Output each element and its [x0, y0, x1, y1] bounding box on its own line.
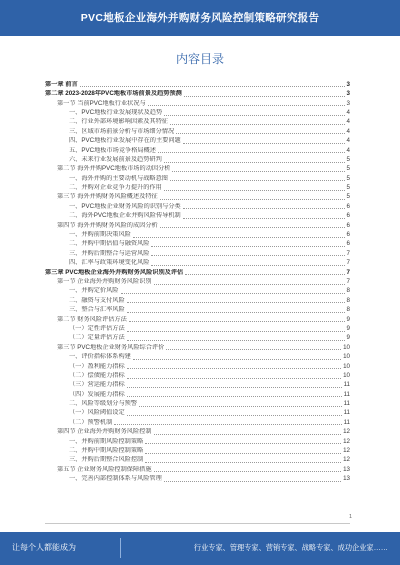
toc-entry-label: 第五节 企业财务风险控制保障措施 — [57, 465, 152, 473]
toc-leader-dots — [139, 405, 342, 407]
toc-leader-dots — [166, 348, 341, 350]
toc-entry[interactable] — [45, 240, 350, 249]
toc-leader-dots — [172, 170, 344, 172]
toc-entry-page: 10 — [343, 362, 350, 370]
toc-entry[interactable] — [45, 221, 350, 230]
toc-entry-page: 8 — [346, 306, 350, 314]
toc-entry-page: 10 — [343, 353, 350, 361]
toc-entry-page: 5 — [346, 165, 350, 173]
toc-entry-page: 7 — [346, 278, 350, 285]
toc-entry[interactable] — [45, 446, 350, 455]
toc-entry-page: 9 — [346, 315, 350, 323]
toc-entry[interactable] — [45, 127, 350, 136]
footer-divider — [45, 523, 350, 524]
toc-entry[interactable] — [45, 334, 350, 343]
toc-entry[interactable] — [45, 268, 350, 277]
toc-entry-label: （一）定性评估方法 — [69, 324, 125, 332]
toc-entry-label: 第三节 PVC地板企业财务风险综合评价 — [57, 343, 165, 351]
toc-entry-label: （二）预警机制 — [69, 418, 113, 426]
toc-leader-dots — [129, 320, 345, 322]
toc-entry-label: 三、并购后期整合风险控制 — [69, 456, 144, 464]
toc-entry-label: 一、并购前期风险控制策略 — [69, 437, 144, 445]
toc-entry[interactable] — [45, 99, 350, 108]
toc-entry-page: 6 — [346, 212, 350, 220]
toc-entry-page: 10 — [343, 371, 350, 379]
toc-entry-page: 12 — [343, 428, 350, 436]
toc-entry-page: 4 — [346, 108, 350, 116]
toc-entry-page: 3 — [346, 80, 350, 88]
toc-leader-dots — [164, 114, 344, 116]
toc-leader-dots — [151, 264, 344, 266]
toc-entry-label: 三、区域市场前景分析与市场细分情况 — [69, 127, 175, 135]
toc-entry[interactable] — [45, 296, 350, 305]
toc-leader-dots — [127, 301, 345, 303]
toc-entry-page: 11 — [343, 418, 350, 426]
toc-leader-dots — [185, 273, 344, 275]
toc-entry[interactable] — [45, 343, 350, 352]
toc-entry-label: 一、完善内部控制体系与风险管理 — [69, 475, 162, 483]
toc-entry-label: （四）发展能力指标 — [69, 390, 125, 398]
toc-entry[interactable] — [45, 465, 350, 474]
toc-entry-page: 4 — [346, 127, 350, 135]
toc-entry-label: 一、并购前期决策风险 — [69, 231, 131, 239]
toc-entry-page: 4 — [346, 137, 350, 145]
toc-leader-dots — [151, 245, 344, 247]
toc-entry-label: 第一节 企业海外并购财务风险识别 — [57, 278, 152, 285]
toc-leader-dots — [148, 104, 345, 106]
toc-entry-label: 五、PVC地板市场竞争格局概述 — [69, 146, 156, 154]
toc-entry[interactable] — [45, 118, 350, 127]
toc-entry[interactable] — [45, 89, 350, 98]
toc-entry-label: 第二章 2023-2028年PVC地板市场前景及趋势预测 — [45, 90, 182, 98]
toc-entry-page: 12 — [343, 447, 350, 455]
toc-entry[interactable] — [45, 193, 350, 202]
toc-entry[interactable] — [45, 165, 350, 174]
toc-entry-page: 12 — [343, 437, 350, 445]
toc-leader-dots — [127, 330, 345, 332]
toc-entry[interactable] — [45, 277, 350, 286]
toc-leader-dots — [133, 236, 345, 238]
toc-entry-label: 第一章 前言 — [45, 80, 78, 88]
toc-leader-dots — [160, 226, 345, 228]
toc-entry-label: 第三节 海外并购财务风险概述及特征 — [57, 193, 158, 201]
toc-entry-page: 5 — [346, 155, 350, 163]
toc-entry-label: 第一节 当前PVC地板行业状况与 — [57, 99, 146, 107]
toc-leader-dots — [154, 283, 345, 285]
toc-entry-page: 7 — [346, 268, 350, 276]
toc-leader-dots — [145, 442, 341, 444]
toc-entry[interactable] — [45, 474, 350, 483]
toc-entry[interactable] — [45, 202, 350, 211]
toc-entry-label: 二、海外PVC地板企业并购风险传导机制 — [69, 212, 181, 220]
toc-entry[interactable] — [45, 249, 350, 258]
footer-tagline: 行业专家、管理专家、营销专家、战略专家、成功企业家…… — [193, 543, 388, 552]
toc-entry[interactable] — [45, 315, 350, 324]
toc-entry-page: 8 — [346, 296, 350, 304]
toc-entry[interactable] — [45, 230, 350, 239]
toc-entry-page: 11 — [343, 400, 350, 408]
toc-entry-page: 5 — [346, 184, 350, 192]
toc-entry-label: 一、评价指标体系构建 — [69, 353, 131, 361]
toc-entry[interactable] — [45, 146, 350, 155]
toc-entry-label: 第二节 海外并购PVC地板市场的动因分析 — [57, 165, 171, 173]
toc-leader-dots — [164, 480, 341, 482]
toc-leader-dots — [183, 207, 345, 209]
toc-entry[interactable] — [45, 324, 350, 333]
toc-entry-label: 二、风险等级划分与预警 — [69, 400, 138, 408]
toc-leader-dots — [80, 85, 345, 87]
toc-leader-dots — [176, 132, 344, 134]
toc-title: 内容目录 — [175, 52, 224, 66]
toc-leader-dots — [170, 123, 345, 125]
toc-entry-label: （二）偿债能力指标 — [69, 371, 125, 379]
page-number: 1 — [348, 514, 352, 520]
toc-leader-dots — [127, 377, 341, 379]
toc-leader-dots — [127, 311, 345, 313]
toc-entry-page: 7 — [346, 249, 350, 257]
toc-entry[interactable] — [45, 305, 350, 314]
toc-entry[interactable] — [45, 427, 350, 436]
toc-entry[interactable] — [45, 80, 350, 89]
toc-leader-dots — [145, 452, 341, 454]
toc-entry-page: 6 — [346, 231, 350, 239]
toc-entry-page: 8 — [346, 287, 350, 295]
toc-entry-page: 11 — [343, 381, 350, 389]
toc-entry[interactable] — [45, 108, 350, 117]
toc-leader-dots — [127, 367, 341, 369]
toc-entry-page: 9 — [346, 324, 350, 332]
toc-entry[interactable] — [45, 183, 350, 192]
toc-entry-label: 二、并购对企业竞争力提升的作用 — [69, 184, 162, 192]
toc-entry-page: 13 — [343, 475, 350, 483]
toc-leader-dots — [127, 339, 345, 341]
toc-entry[interactable] — [45, 371, 350, 380]
toc-entry-label: 二、融资与支付风险 — [69, 296, 125, 304]
toc-entry[interactable] — [45, 258, 350, 267]
toc-entry-label: 六、未来行业发展前景及趋势研判 — [69, 155, 162, 163]
toc-entry-label: 第二节 财务风险评估方法 — [57, 315, 127, 323]
toc-entry-label: 二、并购中期估值与融资风险 — [69, 240, 150, 248]
toc-entry[interactable] — [45, 362, 350, 371]
toc-leader-dots — [183, 142, 345, 144]
toc-entry-page: 7 — [346, 259, 350, 267]
toc-entry[interactable] — [45, 390, 350, 399]
toc-leader-dots — [184, 95, 345, 97]
toc-leader-dots — [170, 179, 345, 181]
toc-entry-label: 第四节 海外并购财务风险的成因分析 — [57, 221, 158, 229]
toc-entry[interactable] — [45, 418, 350, 427]
toc-entry-page: 13 — [343, 465, 350, 473]
toc-entry-page: 11 — [343, 409, 350, 417]
toc-entry[interactable] — [45, 437, 350, 446]
toc-entry[interactable] — [45, 155, 350, 164]
toc-entry-label: （二）定量评估方法 — [69, 334, 125, 342]
toc-entry-label: 三、整合与汇率风险 — [69, 306, 125, 314]
toc-entry-page: 12 — [343, 456, 350, 464]
toc-entry[interactable] — [45, 174, 350, 183]
report-title: PVC地板企业海外并购财务风险控制策略研究报告 — [80, 12, 320, 24]
toc-entry-page: 6 — [346, 202, 350, 210]
toc-entry[interactable] — [45, 409, 350, 418]
toc-leader-dots — [164, 161, 345, 163]
toc-entry-label: 第三章 PVC地板企业海外并购财务风险识别及评估 — [45, 268, 184, 276]
toc-entry-page: 3 — [346, 99, 350, 107]
toc-entry-page: 4 — [346, 118, 350, 126]
toc-leader-dots — [114, 423, 341, 425]
toc-leader-dots — [158, 151, 345, 153]
toc-leader-dots — [133, 358, 341, 360]
toc-leader-dots — [183, 217, 345, 219]
toc-entry[interactable] — [45, 399, 350, 408]
toc-entry[interactable] — [45, 287, 350, 296]
toc-entry-page: 11 — [343, 390, 350, 398]
toc-entry-label: 一、PVC地板企业财务风险的识别与分类 — [69, 202, 181, 210]
toc-entry-label: 第四节 企业海外并购财务风险控制 — [57, 428, 152, 436]
toc-entry-label: 一、海外并购的主要动机与战略意图 — [69, 174, 168, 182]
toc-entry-label: 四、汇率与政策环境变化风险 — [69, 259, 150, 267]
toc-entry-page: 3 — [346, 90, 350, 98]
toc-leader-dots — [154, 470, 342, 472]
toc-leader-dots — [164, 189, 345, 191]
toc-leader-dots — [154, 433, 342, 435]
toc-leader-dots — [127, 395, 342, 397]
toc-entry[interactable] — [45, 456, 350, 465]
toc-leader-dots — [127, 414, 342, 416]
toc-leader-dots — [121, 292, 345, 294]
toc-leader-dots — [160, 198, 345, 200]
toc-entry-page: 9 — [346, 334, 350, 342]
toc-entry-page: 4 — [346, 146, 350, 154]
toc-entry[interactable] — [45, 352, 350, 361]
toc-entry-page: 10 — [343, 343, 350, 351]
toc-entry[interactable] — [45, 381, 350, 390]
toc-entry-page: 5 — [346, 174, 350, 182]
toc-entry-page: 5 — [346, 193, 350, 201]
toc-entry-label: 三、并购后期整合与运营风险 — [69, 249, 150, 257]
toc-entry-label: 四、PVC地板行业发展中存在的主要问题 — [69, 137, 181, 145]
toc-entry-label: 一、并购定价风险 — [69, 287, 119, 295]
toc-entry-label: 一、PVC地板行业发展现状及趋势 — [69, 108, 163, 116]
toc-entry-label: （三）营运能力指标 — [69, 381, 125, 389]
toc-entry[interactable] — [45, 211, 350, 220]
toc-entry-label: （一）风险阈值设定 — [69, 409, 125, 417]
toc-entry-page: 6 — [346, 240, 350, 248]
toc-entry-label: 二、并购中期风险控制策略 — [69, 447, 144, 455]
footer-slogan: 让每个人都能成为 — [12, 543, 76, 552]
toc-entry-label: 二、行业外部环境影响因素及其特征 — [69, 118, 168, 126]
toc-leader-dots — [127, 386, 342, 388]
toc-leader-dots — [151, 254, 344, 256]
table-of-contents — [45, 80, 350, 484]
toc-leader-dots — [145, 461, 341, 463]
toc-entry-label: （一）盈利能力指标 — [69, 362, 125, 370]
toc-entry[interactable] — [45, 136, 350, 145]
toc-entry-page: 6 — [346, 221, 350, 229]
